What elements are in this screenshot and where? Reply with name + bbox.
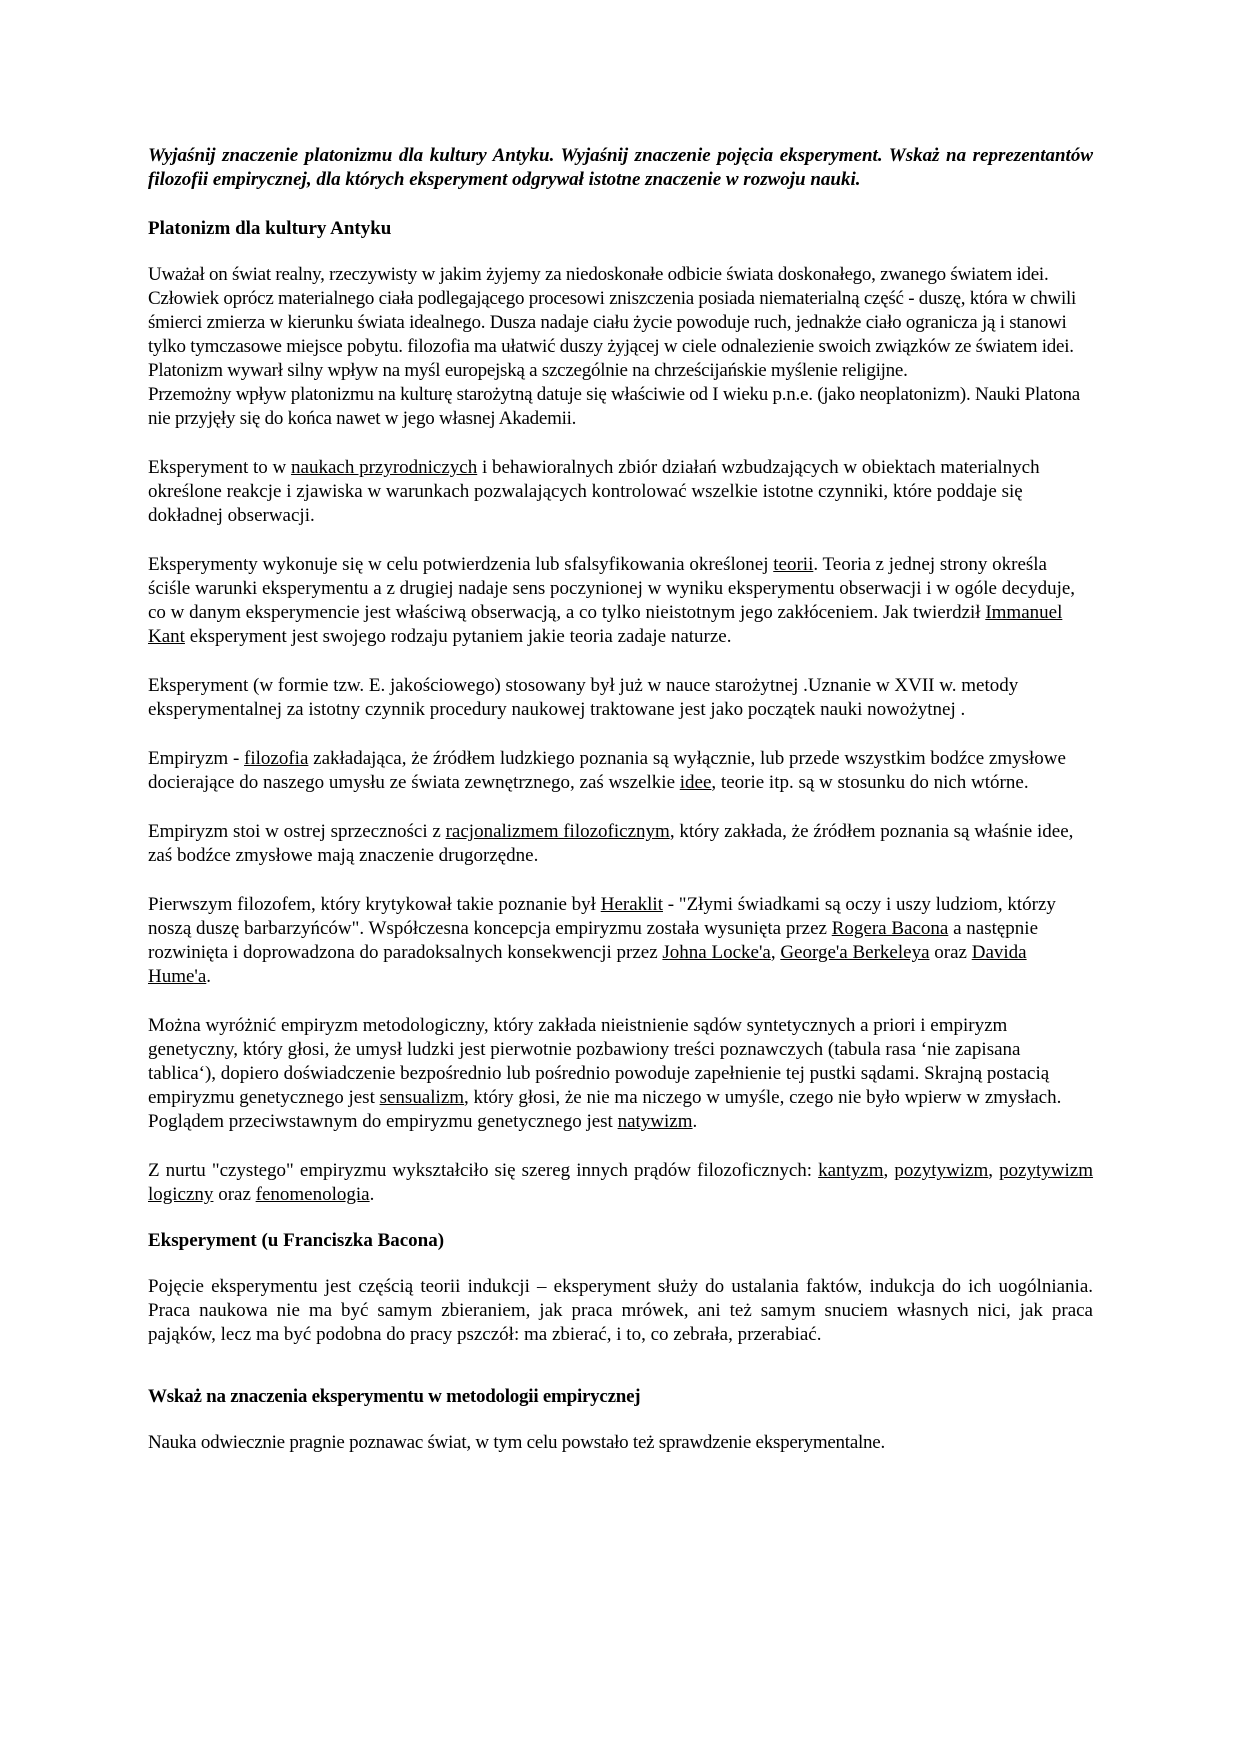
link-pozytywizm[interactable]: pozytywizm: [894, 1160, 989, 1181]
text: , który głosi, że nie ma niczego w umyśle, czego nie było wpierw w zmysłach. Poglądem przeciwstawnym do empiryzmu genetycznego jest: [148, 1087, 1062, 1132]
text: i behawioralnych zbiór działań wzbudzających w obiektach materialnych określone reakcje i zjawiska w warunkach pozwalających kontrolować wszelkie istotne czynniki, które poddaje się dokładnej obserwacji.: [148, 457, 1040, 526]
heading-platonism: Platonizm dla kultury Antyku: [148, 218, 392, 239]
heading-bacon: Eksperyment (u Franciszka Bacona): [148, 1230, 445, 1251]
paragraph-empiricism-definition: [148, 747, 1093, 795]
paragraph-empiricism-currents: [148, 1159, 1093, 1207]
task-question: Wyjaśnij znaczenie platonizmu dla kultury Antyku. Wyjaśnij znaczenie pojęcia eksperyment. Wskaż na reprezentantów filozofii empirycznej, dla których eksperyment odgrywał istotne znaczenie w rozwoju nauki.: [148, 145, 1093, 190]
link-teorii[interactable]: teorii: [773, 554, 814, 575]
text: Z nurtu "czystego" empiryzmu wykształciło się szereg innych prądów filozoficznych:: [148, 1160, 819, 1181]
paragraph-empiricism-types: [148, 1014, 1093, 1134]
text: Eksperymenty wykonuje się w celu potwierdzenia lub sfalsyfikowania określonej: [148, 554, 774, 575]
link-filozofia[interactable]: filozofia: [244, 748, 309, 769]
paragraph-experiment-history: Eksperyment (w formie tzw. E. jakościowego) stosowany był już w nauce starożytnej .Uznanie w XVII w. metody eksperymentalnej za istotny czynnik procedury naukowej traktowane jest jako początek nauki nowożytnej .: [148, 675, 1019, 720]
text: a następnie rozwinięta i doprowadzona do paradoksalnych konsekwencji przez: [148, 918, 1039, 963]
document-body: [148, 144, 1093, 1455]
text: Eksperyment to w: [148, 457, 292, 478]
text: , który zakłada, że źródłem poznania są właśnie idee, zaś bodźce zmysłowe mają znaczenie drugorzędne.: [148, 821, 1074, 866]
paragraph-bacon: Pojęcie eksperymentu jest częścią teorii indukcji – eksperyment służy do ustalania faktów, indukcja do ich uogólniania. Praca naukowa nie ma być samym zbieraniem, jak praca mrówek, ani też samym snuciem własnych nici, jak praca pająków, lecz ma być podobna do pracy pszczół: ma zbierać, i to, co zebrała, przerabiać.: [148, 1276, 1093, 1345]
heading-methodology: Wskaż na znaczenia eksperymentu w metodologii empirycznej: [148, 1386, 641, 1407]
text: . Teoria z jednej strony określa ściśle warunki eksperymentu a z drugiej nadaje sens poczynionej w wyniku eksperymentu obserwacji i w ogóle decyduje, co w danym eksperymencie jest właściwą obserwacją, a co tylko nieistotnym jego zakłóceniem. Jak twierdził: [148, 554, 1076, 623]
text: - "Złymi świadkami są oczy i uszy ludziom, którzy noszą duszę barbarzyńców". Współczesna koncepcja empiryzmu została wysunięta przez: [148, 894, 1056, 939]
text: ,: [770, 942, 781, 963]
paragraph-empiricism-philosophers: [148, 893, 1093, 989]
link-johna-lockea[interactable]: Johna Locke'a: [662, 942, 771, 963]
text: ,: [883, 1160, 895, 1181]
text: Empiryzm stoi w ostrej sprzeczności z: [148, 821, 446, 842]
paragraph-experiment-theory: [148, 553, 1093, 649]
text: , teorie itp. są w stosunku do nich wtórne.: [711, 772, 1029, 793]
text: oraz: [929, 942, 972, 963]
link-sensualizm[interactable]: sensualizm: [379, 1087, 465, 1108]
text: .: [206, 966, 212, 987]
paragraph-empiricism-rationalism: [148, 820, 1093, 868]
link-georgea-berkeleya[interactable]: George'a Berkeleya: [780, 942, 930, 963]
text: .: [369, 1184, 375, 1205]
link-natywizm[interactable]: natywizm: [617, 1111, 693, 1132]
link-naukach-przyrodniczych[interactable]: naukach przyrodniczych: [291, 457, 478, 478]
paragraph-methodology: Nauka odwiecznie pragnie poznawac świat, w tym celu powstało też sprawdzenie eksperymentalne.: [148, 1432, 885, 1453]
text: Empiryzm -: [148, 748, 245, 769]
link-rogera-bacona[interactable]: Rogera Bacona: [831, 918, 949, 939]
link-racjonalizm[interactable]: racjonalizmem filozoficznym: [445, 821, 670, 842]
link-idee[interactable]: idee: [679, 772, 712, 793]
text: oraz: [213, 1184, 256, 1205]
link-fenomenologia[interactable]: fenomenologia: [255, 1184, 370, 1205]
link-davida-humea[interactable]: Davida Hume'a: [148, 942, 1027, 987]
paragraph-platonism-influence: Przemożny wpływ platonizmu na kulturę starożytną datuje się właściwie od I wieku p.n.e. (jako neoplatonizm). Nauki Platona nie przyjęły się do końca nawet w jego własnej Akademii.: [148, 384, 1080, 429]
paragraph-platonism: Uważał on świat realny, rzeczywisty w jakim żyjemy za niedoskonałe odbicie świata doskonałego, zwanego światem idei. Człowiek oprócz materialnego ciała podlegającego procesowi zniszczenia posiada niematerialną część - duszę, która w chwili śmierci zmierza w kierunku świata idealnego. Dusza nadaje ciału życie powoduje ruch, jednakże ciało ogranicza ją i stanowi tylko tymczasowe miejsce pobytu. filozofia ma ułatwić duszy żyjącej w ciele odnalezienie swoich związków ze światem idei. Platonizm wywarł silny wpływ na myśl europejską a szczególnie na chrześcijańskie myślenie religijne.: [148, 264, 1077, 381]
text: zakładająca, że źródłem ludzkiego poznania są wyłącznie, lub przede wszystkim bodźce zmysłowe docierające do naszego umysłu ze świata zewnętrznego, zaś wszelkie: [148, 748, 1066, 793]
link-pozytywizm-logiczny[interactable]: pozytywizm logiczny: [148, 1160, 1094, 1205]
text: Można wyróżnić empiryzm metodologiczny, który zakłada nieistnienie sądów syntetycznych a priori i empiryzm genetyczny, który głosi, że umysł ludzki jest pierwotnie pozbawiony treści poznawczych (tabula rasa ‘nie zapisana tablica‘), dopiero doświadczenie bezpośrednio lub pośrednio powoduje zapełnienie tej pustki sądami. Skrajną postacią empiryzmu genetycznego jest: [148, 1015, 1050, 1108]
text: eksperyment jest swojego rodzaju pytaniem jakie teoria zadaje naturze.: [184, 626, 732, 647]
link-kantyzm[interactable]: kantyzm: [818, 1160, 884, 1181]
link-heraklit[interactable]: Heraklit: [600, 894, 663, 915]
paragraph-experiment-definition: [148, 456, 1093, 528]
text: .: [692, 1111, 698, 1132]
link-immanuel-kant[interactable]: Immanuel Kant: [148, 602, 1063, 647]
text: ,: [988, 1160, 1000, 1181]
text: Pierwszym filozofem, który krytykował takie poznanie był: [148, 894, 601, 915]
